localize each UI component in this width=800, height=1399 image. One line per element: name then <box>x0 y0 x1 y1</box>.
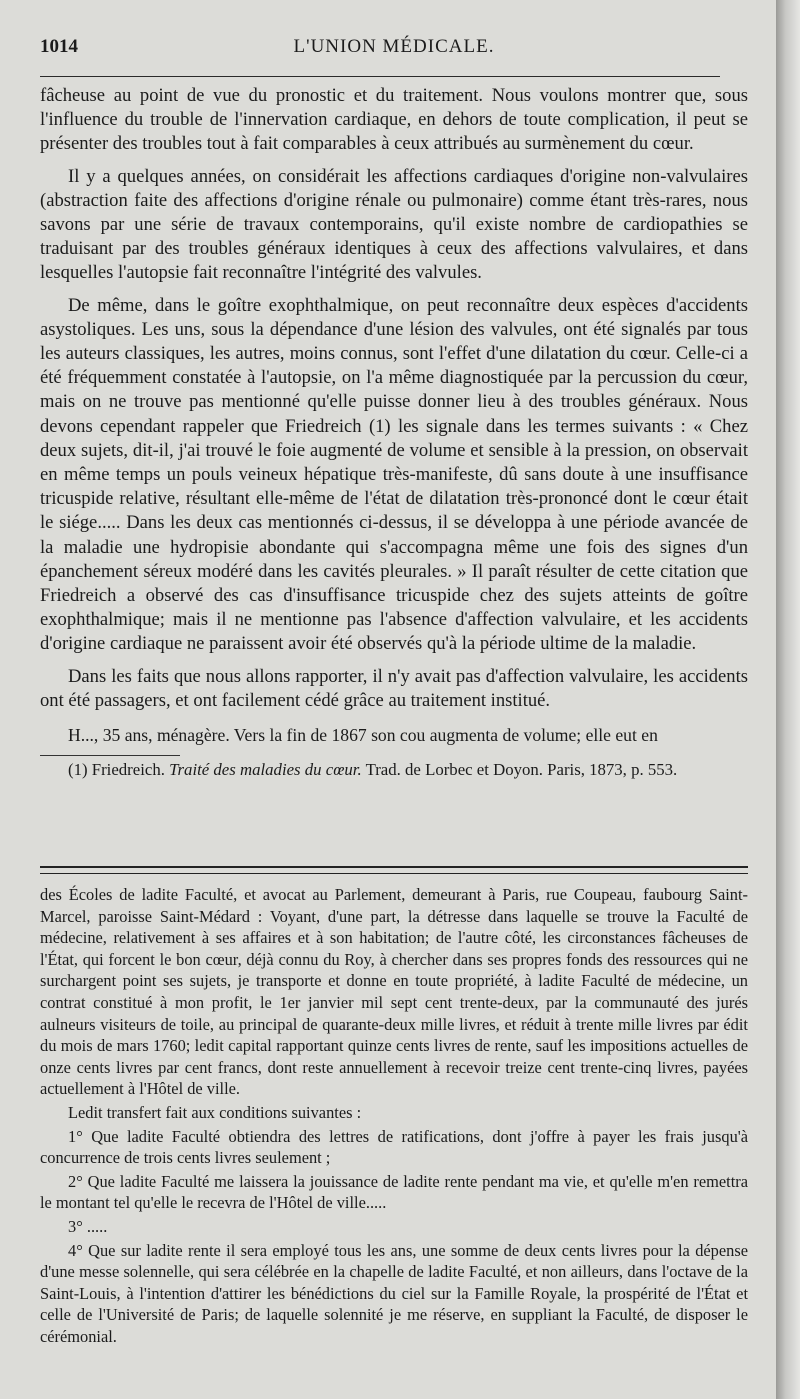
feuilleton-separator <box>40 866 748 874</box>
case-paragraph: H..., 35 ans, ménagère. Vers la fin de 1867 son cou augmenta de volume; elle eut en <box>68 725 658 746</box>
feuilleton-paragraph: 1° Que ladite Faculté obtiendra des lettres de ratifications, dont j'offre à payer les frais jusqu'à concurrence de trois cents livres seulement ; <box>40 1126 748 1168</box>
paragraph: Dans les faits que nous allons rapporter, il n'y avait pas d'affection valvulaire, les accidents ont été passagers, et ont facilement cédé grâce au traitement institué. <box>40 665 748 711</box>
paragraph: De même, dans le goître exophthalmique, on peut reconnaître deux espèces d'accidents asystoliques. Les uns, sous la dépendance d'une lésion des valvules, ont été signalés par tous les auteurs classiques, les autres, moins connus, sont l'effet d'une dilatation du cœur. Celle-ci a été fréquemment constatée à l'autopsie, on l'a même diagnostiquée par la percussion du cœur, mais on ne trouve pas mentionné qu'elle puisse donner lieu à des troubles généraux. Nous devons cependant rappeler que Friedreich (1) les signale dans les termes suivants : « Chez deux sujets, dit-il, j'ai trouvé le foie augmenté de volume et sensible à la pression, on observait en même temps un pouls veineux hépatique très-manifeste, dû sans doute à une insuffisance tricuspide relative, résultant elle-même de l'état de dilatation très-prononcé dont le cœur était le siége..... Dans les deux cas mentionnés ci-dessus, il se développa à une période avancée de la maladie une hydropisie abondante qui s'accompagna même une fois des signes d'un épanchement séreux modéré dans les cavités pleurales. » Il paraît résulter de cette citation que Friedreich a observé des cas d'insuffisance tricuspide chez des sujets atteints de goître exophthalmique; mais il ne mentionne pas l'absence d'affection valvulaire, et les accidents d'origine cardiaque ne paraissent avoir été observés qu'à la période ultime de la maladie. <box>40 294 748 655</box>
page-header <box>40 36 748 66</box>
footnote-title: Traité des maladies du cœur. <box>169 760 362 780</box>
page-edge-shadow <box>776 0 800 1399</box>
feuilleton-paragraph: 3° ..... <box>68 1216 108 1236</box>
feuilleton-paragraph: 4° Que sur ladite rente il sera employé tous les ans, une somme de deux cents livres pour la dépense d'une messe solennelle, qui sera célébrée en la chapelle de ladite Faculté, et non ailleurs, dans l'octave de la Saint-Louis, à l'intention d'attirer les bénédictions du ciel sur la Famille Royale, la prospérité de l'État et celle de l'Université de Paris; de laquelle solennité je me réserve, en suppliant la Faculté, de disposer le cérémonial. <box>40 1240 748 1346</box>
feuilleton-section <box>40 884 748 1349</box>
footnote-rest: Trad. de Lorbec et Doyon. Paris, 1873, p. 553. <box>365 760 678 780</box>
running-title: L'UNION MÉDICALE. <box>293 36 495 57</box>
page-number: 1014 <box>40 36 78 57</box>
footnote-rule <box>40 755 180 756</box>
paragraph: fâcheuse au point de vue du pronostic et du traitement. Nous voulons montrer que, sous l'influence du trouble de l'innervation cardiaque, en dehors de toute complication, il peut se présenter des troubles tout à fait comparables à ceux attribués au surmènement du cœur. <box>40 85 748 155</box>
paragraph: Il y a quelques années, on considérait les affections cardiaques d'origine non-valvulaires (abstraction faite des affections d'origine rénale ou pulmonaire) comme étant très-rares, nous savons par une série de travaux contemporains, qu'il existe nombre de cardiopathies se traduisant par des troubles généraux identiques à ceux des affections valvulaires, et dans lesquelles l'autopsie fait reconnaître l'intégrité des valvules. <box>40 165 748 284</box>
main-article <box>40 84 748 787</box>
header-rule <box>40 76 720 77</box>
feuilleton-paragraph: des Écoles de ladite Faculté, et avocat au Parlement, demeurant à Paris, rue Coupeau, faubourg Saint-Marcel, paroisse Saint-Médard : Voyant, d'une part, la détresse dans laquelle se trouve la Faculté de médecine, relativement à ses affaires et à son habitation; de l'autre côté, les circonstances fâcheuses de l'État, qui forcent le bon cœur, déjà connu du Roy, à chercher dans ses propres fonds des ressources qui ne surchargent point ses sujets, je transporte et donne en toute propriété, à ladite Faculté de médecine, un contrat constitué à mon profit, le 1er janvier mil sept cent trente-deux, par la communauté des jurés aulneurs visiteurs de toile, au principal de quarante-deux mille livres, et réduit à trente mille livres par édit du mois de mars 1760; ledit capital rapportant quinze cents livres de rente, sauf les impositions actuelles de onze cents livres par cent francs, dont reste annuellement à recevoir treize cent trente-cinq livres, payées actuellement à l'Hôtel de ville. <box>40 885 748 1099</box>
footnote <box>40 760 748 779</box>
feuilleton-paragraph: Ledit transfert fait aux conditions suivantes : <box>68 1102 362 1122</box>
feuilleton-paragraph: 2° Que ladite Faculté me laissera la jouissance de ladite rente pendant ma vie, et qu'elle m'en remettra le montant tel qu'elle le recevra de l'Hôtel de ville..... <box>40 1171 748 1213</box>
footnote-marker: (1) Friedreich. <box>68 760 165 780</box>
